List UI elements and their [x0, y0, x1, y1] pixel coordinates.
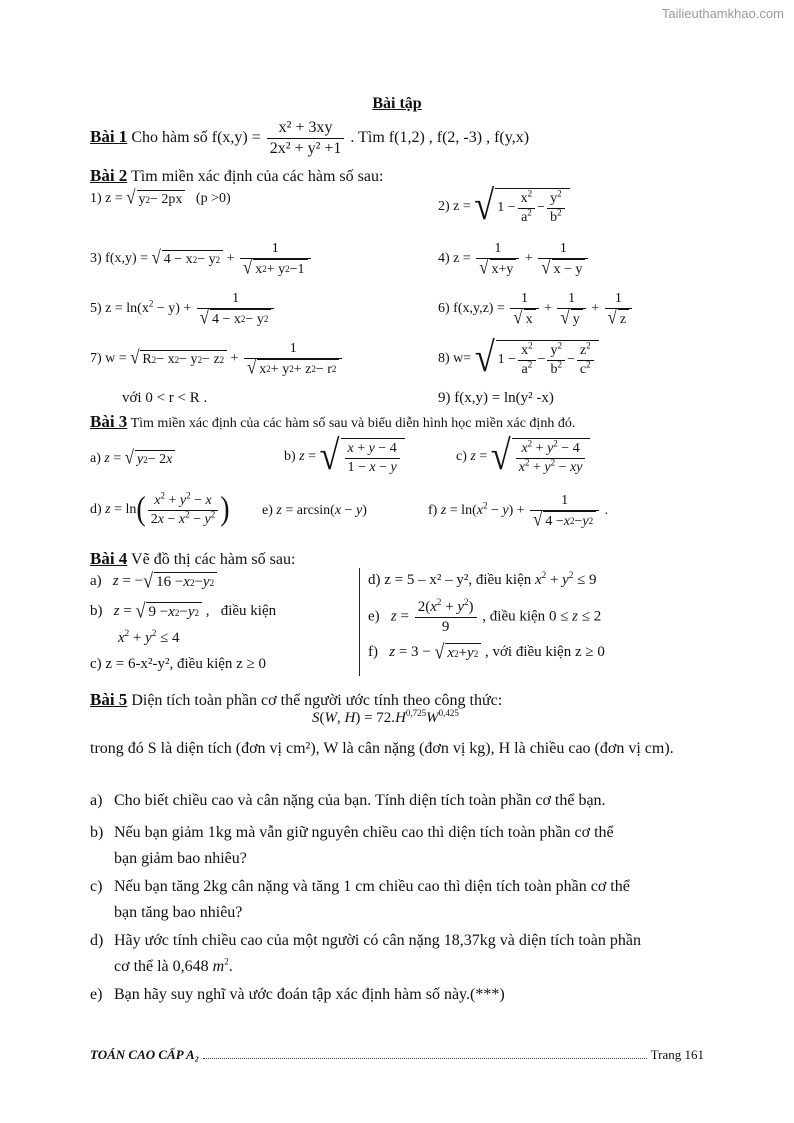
- ex3-item-b: b) z = √ $\frac{x + y - 4}{1 - x - y}$: [284, 438, 405, 476]
- numerator: x² + 3xy: [278, 119, 333, 136]
- item-text: Nếu bạn tăng 2kg cân nặng và tăng 1 cm chiều cao thì diện tích toàn phần cơ thể: [114, 878, 630, 895]
- item-label: e): [368, 608, 380, 625]
- exercise-3-label: Bài 3: [90, 412, 128, 431]
- item-label: b): [284, 449, 296, 465]
- exercise-2-text: Tìm miền xác định của các hàm số sau:: [131, 168, 384, 185]
- exercise-4-label: Bài 4: [90, 549, 128, 568]
- item-label: 1): [90, 191, 102, 207]
- item-label: c): [456, 449, 467, 465]
- ex2-item-6: 6) f(x,y,z) = 1 √ x + 1 √ y + 1 √ z: [438, 290, 634, 328]
- exercise-5-label: Bài 5: [90, 690, 128, 709]
- item-text: Nếu bạn giảm 1kg mà vẫn giữ nguyên chiều cao thì diện tích toàn phần cơ thể: [114, 824, 614, 841]
- ex2-item-5: 5) $z = \ln(x^2 - y)$ + 1 √ 4 − x 2 − y 2: [90, 290, 276, 328]
- fraction: [267, 118, 345, 159]
- item-label: d): [90, 502, 102, 518]
- item-condition: , với điều kiện z ≥ 0: [484, 643, 605, 660]
- item-label: 4): [438, 251, 450, 267]
- ex4-item-d: d) z = 5 – x² – y², điều kiện $x^2 + y^2 \le 9$: [368, 570, 597, 588]
- item-text: Hãy ước tính chiều cao của một người có cân nặng 18,37kg và diện tích toàn phần: [114, 932, 641, 949]
- denominator: 2x² + y² +1: [267, 138, 345, 159]
- item-label: f): [428, 503, 438, 519]
- ex3-item-c: c) z = √ $\frac{x^2 + y^2 - 4}{x^2 + y^2 - xy}$: [456, 438, 590, 476]
- item-text: Bạn hãy suy nghĩ và ước đoán tập xác định hàm số này.(***): [114, 986, 505, 1003]
- exercise-5-text: Diện tích toàn phần cơ thể người ước tính theo công thức:: [131, 692, 503, 709]
- ex5-item-d: d) Hãy ước tính chiều cao của một người có cân nặng 18,37kg và diện tích toàn phần cơ thể là 0,648 $m^2$.: [90, 932, 641, 975]
- exercise-3-heading: [90, 412, 575, 432]
- ex2-item-2: 2) z = √ 1 − $\frac{x^2}{a^2}$ − $\frac{y^2}{b^2}$: [438, 188, 570, 226]
- page-footer: [90, 1047, 704, 1063]
- ex5-item-b: b) Nếu bạn giảm 1kg mà vẫn giữ nguyên chiều cao thì diện tích toàn phần cơ thể bạn giảm bao nhiêu?: [90, 824, 614, 867]
- item-label: e): [262, 503, 273, 518]
- ex4-item-e: e) z = $\frac{2(x^2 + y^2)}{9}$ , điều kiện 0 ≤ z ≤ 2: [368, 597, 602, 635]
- ex2-item-3: 3) f(x,y) = √ 4 − x 2 − y 2 + 1 √ x 2 + y 2 −1: [90, 240, 313, 278]
- column-divider: [359, 568, 360, 676]
- exercise-4-text: Vẽ đồ thị các hàm số sau:: [131, 551, 296, 568]
- exercise-1: [90, 118, 529, 159]
- ex2-item-4: 4) z = 1 √ x+y + 1 √ x − y: [438, 240, 590, 278]
- ex5-item-a: a) Cho biết chiều cao và cân nặng của bạn. Tính diện tích toàn phần cơ thể bạn.: [90, 792, 606, 809]
- footer-dots: [203, 1050, 647, 1059]
- item-label: b): [90, 602, 103, 619]
- exercise-3-text: Tìm miền xác định của các hàm số sau và biểu diễn hình học miền xác định đó.: [130, 416, 576, 431]
- exercise-5-description: trong đó S là diện tích (đơn vị cm²), W là cân nặng (đơn vị kg), H là chiều cao (đơn vị cm).: [90, 740, 674, 757]
- item-text: Cho biết chiều cao và cân nặng của bạn. Tính diện tích toàn phần cơ thể bạn.: [114, 792, 606, 809]
- exercise-5-heading: [90, 690, 502, 710]
- exercise-4-heading: [90, 549, 295, 569]
- item-label: 2): [438, 199, 450, 215]
- page-title: Bài tập: [372, 95, 422, 112]
- ex2-item-1: 1) z = √ y 2 − 2px (p >0): [90, 186, 231, 209]
- item-condition: (p >0): [195, 191, 231, 207]
- item-label: 3): [90, 251, 102, 267]
- formula: S(W, $H) = 72.H^{0,725}W^{0,425}$: [312, 708, 459, 726]
- ex5-item-e: e) Bạn hãy suy nghĩ và ước đoán tập xác định hàm số này.(***): [90, 986, 505, 1003]
- item-text: d) z = 5 – x² – y², điều kiện: [368, 572, 532, 588]
- item-condition: điều kiện: [220, 602, 277, 619]
- item-label: a): [90, 572, 102, 589]
- ex4-item-c: c) z = 6-x²-y², điều kiện z ≥ 0: [90, 656, 267, 672]
- exercise-1-label: Bài 1: [90, 127, 128, 147]
- watermark: Tailieuthamkhao.com: [661, 6, 784, 21]
- item-text-cont: cơ thể là 0,648: [114, 958, 209, 975]
- ex3-item-d: d) z = ln( $\frac{x^2 + y^2 - x}{2x - x^2 - y^2}$ ): [90, 490, 230, 528]
- item-label: 5): [90, 301, 102, 317]
- exercise-2-label: Bài 2: [90, 166, 128, 185]
- ex4-item-b-inequality: $x^2 + y^2 \le 4$: [118, 628, 180, 646]
- item-label: 7): [90, 351, 102, 367]
- ex2-item-7: 7) w = √ R 2 − x 2 − y 2 − z 2 + 1 √ x 2 + y 2 + z 2 − r 2: [90, 340, 344, 378]
- ex4-item-a: a) z = − √ 16 − x 2 − y 2: [90, 572, 217, 591]
- item-label: a): [90, 451, 101, 467]
- item-label: 8): [438, 351, 450, 367]
- item-label: 6): [438, 301, 450, 317]
- exercise-1-text: Cho hàm số f(x,y) =: [131, 129, 261, 147]
- item-text-cont: bạn tăng bao nhiêu?: [114, 904, 243, 921]
- ex2-item-7-condition: với 0 < r < R .: [122, 390, 208, 406]
- item-condition: , điều kiện: [482, 608, 546, 625]
- ex3-item-f: f) $z = \ln(x^2 - y)$ + 1 √ 4 − x 2 − y 2 .: [428, 493, 609, 531]
- ex4-item-f: f) z = 3 − √ x 2 + y 2 , với điều kiện z ≥ 0: [368, 640, 605, 664]
- ex3-item-a: a) z = √ y 2 − 2 x: [90, 450, 175, 468]
- item-text-cont: bạn giảm bao nhiêu?: [114, 850, 247, 867]
- item-label: f): [368, 643, 378, 660]
- footer-page-number: Trang 161: [650, 1047, 704, 1062]
- ex5-item-c: c) Nếu bạn tăng 2kg cân nặng và tăng 1 cm chiều cao thì diện tích toàn phần cơ thể bạn tăng bao nhiêu?: [90, 878, 630, 921]
- exercise-2-heading: [90, 166, 383, 186]
- exercise-1-question: . Tìm f(1,2) , f(2, -3) , f(y,x): [350, 129, 530, 147]
- ex3-item-e: e) z = arcsin(x − y): [262, 503, 367, 518]
- ex4-item-b: b) z = √ 9 − x 2 − y 2 , điều kiện: [90, 599, 277, 623]
- footer-course: TOÁN CAO CẤP A₂: [90, 1047, 200, 1062]
- ex2-item-8: 8) w= √ 1 − $\frac{x^2}{a^2}$ − $\frac{y^2}{b^2}$ − $\frac{z^2}{c^2}$: [438, 340, 599, 378]
- ex2-item-9: 9) f(x,y) = ln(y² -x): [438, 390, 554, 406]
